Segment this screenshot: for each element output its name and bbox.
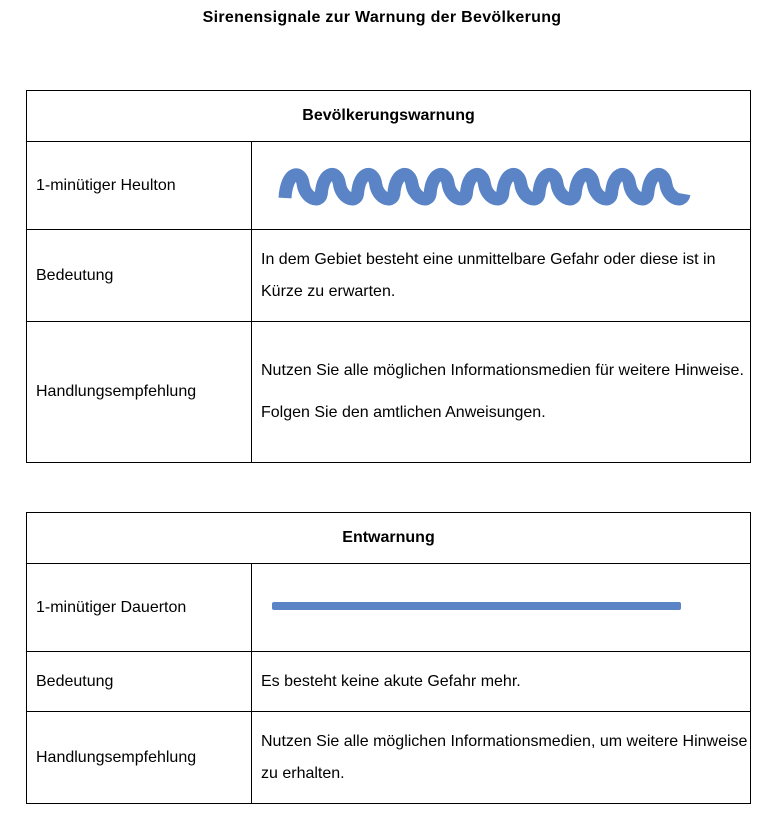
bedeutung-label: Bedeutung xyxy=(27,230,252,322)
bedeutung-text: Es besteht keine akute Gefahr mehr. xyxy=(252,652,751,712)
handlung-text: Nutzen Sie alle möglichen Informationsmedien, um weitere Hinweise zu erhalten. xyxy=(252,712,751,804)
signal-label: 1-minütiger Heulton xyxy=(27,142,252,230)
signal-label: 1-minütiger Dauerton xyxy=(27,564,252,652)
signal-graphic-cell xyxy=(252,564,751,652)
handlung-label: Handlungsempfehlung xyxy=(27,322,252,463)
straight-line-dauerton-icon xyxy=(252,564,751,651)
handlung-cell xyxy=(252,322,751,463)
table-entwarnung xyxy=(26,512,751,804)
handlung-label: Handlungsempfehlung xyxy=(27,712,252,804)
page-title: Sirenensignale zur Warnung der Bevölkerung xyxy=(202,9,562,26)
table-row xyxy=(27,652,751,712)
table-row xyxy=(27,513,751,564)
handlung-text-1: Nutzen Sie alle möglichen Informationsmedien für weitere Hinweise. xyxy=(261,362,744,379)
table-row xyxy=(27,142,751,230)
table-row xyxy=(27,91,751,142)
table-header-warnung: Bevölkerungswarnung xyxy=(27,91,751,142)
table-row xyxy=(27,322,751,463)
table-bevoelkerungswarnung xyxy=(26,90,751,463)
wavy-line-heulton-icon xyxy=(252,142,751,229)
bedeutung-label: Bedeutung xyxy=(27,652,252,712)
bedeutung-text: In dem Gebiet besteht eine unmittelbare Gefahr oder diese ist in Kürze zu erwarten. xyxy=(252,230,751,322)
handlung-text-2: Folgen Sie den amtlichen Anweisungen. xyxy=(261,404,546,421)
signal-graphic-cell xyxy=(252,142,751,230)
table-header-entwarnung: Entwarnung xyxy=(27,513,751,564)
table-row xyxy=(27,712,751,804)
table-row xyxy=(27,230,751,322)
table-row xyxy=(27,564,751,652)
